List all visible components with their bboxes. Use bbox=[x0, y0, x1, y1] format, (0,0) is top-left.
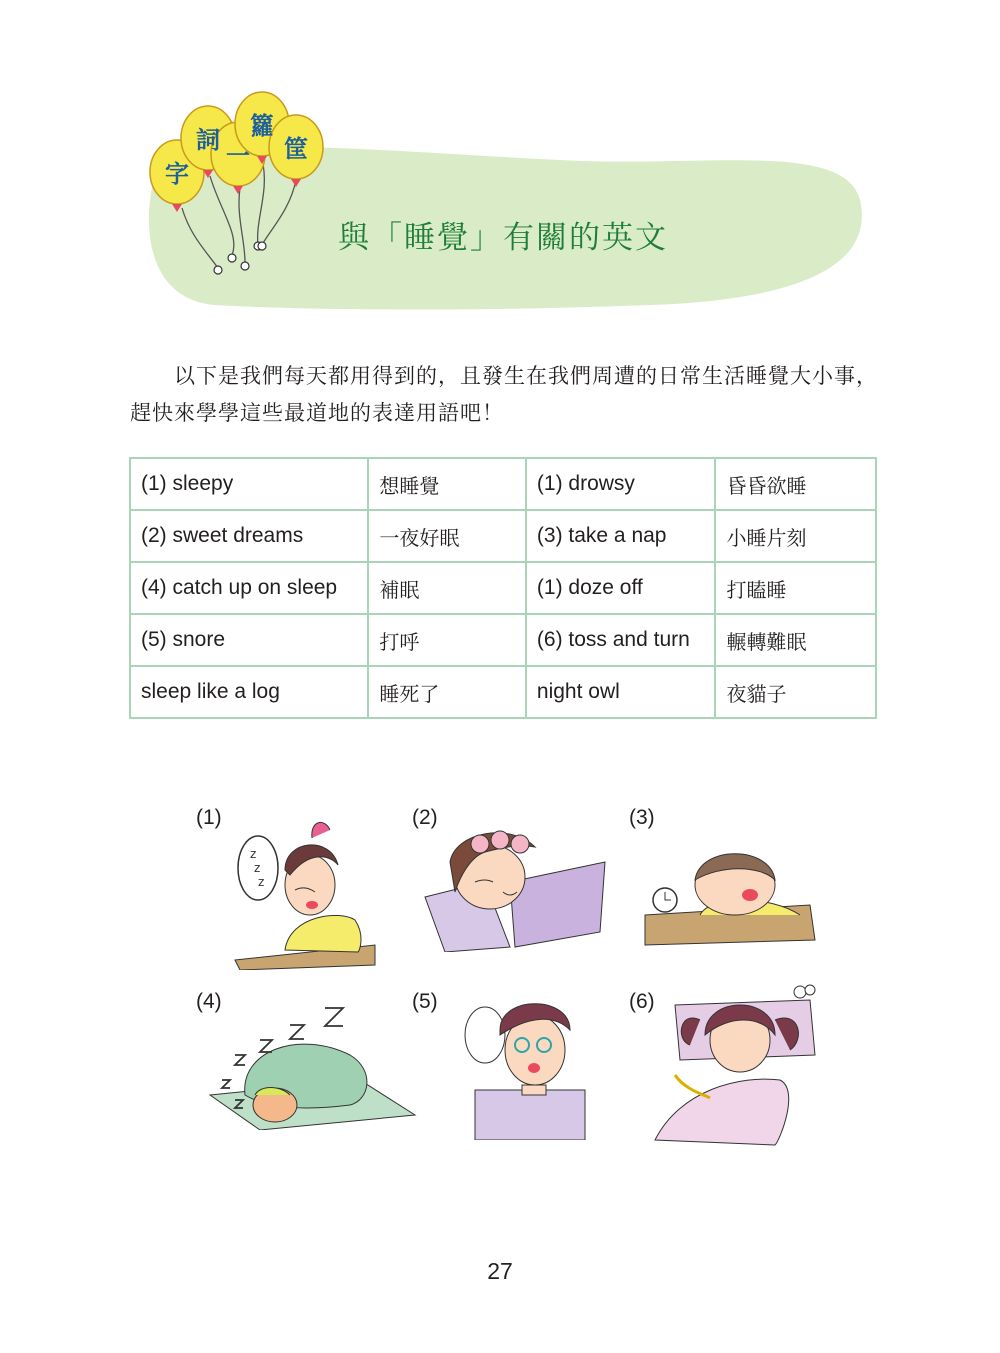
table-row bbox=[130, 458, 876, 510]
english-term: (4) catch up on sleep bbox=[130, 562, 368, 614]
balloon-char: 籮 bbox=[250, 112, 274, 140]
english-term: (6) toss and turn bbox=[526, 614, 716, 666]
english-term: (3) take a nap bbox=[526, 510, 716, 562]
chinese-meaning: 昏昏欲睡 bbox=[715, 458, 876, 510]
chinese-meaning: 打呼 bbox=[368, 614, 526, 666]
catch-up-on-sleep-illustration bbox=[200, 1000, 420, 1130]
toss-and-turn-illustration bbox=[650, 980, 825, 1150]
chinese-meaning: 想睡覺 bbox=[368, 458, 526, 510]
chinese-meaning: 睡死了 bbox=[368, 666, 526, 718]
table-row bbox=[130, 614, 876, 666]
illustration-label: (5) bbox=[412, 990, 438, 1013]
english-term: (1) doze off bbox=[526, 562, 716, 614]
balloon-char: 筐 bbox=[284, 135, 308, 163]
section-title: 與「睡覺」有關的英文 bbox=[338, 220, 668, 256]
illustration-label: (1) bbox=[196, 806, 222, 829]
illustration-label: (4) bbox=[196, 990, 222, 1013]
english-term: (2) sweet dreams bbox=[130, 510, 368, 562]
english-term: sleep like a log bbox=[130, 666, 368, 718]
chinese-meaning: 夜貓子 bbox=[715, 666, 876, 718]
chinese-meaning: 一夜好眠 bbox=[368, 510, 526, 562]
balloon-char: 一 bbox=[226, 142, 250, 170]
balloon-char: 詞 bbox=[196, 126, 220, 154]
english-term: (5) snore bbox=[130, 614, 368, 666]
take-a-nap-illustration bbox=[640, 840, 820, 950]
intro-paragraph: 以下是我們每天都用得到的，且發生在我們周遭的日常生活睡覺大小事，趕快來學學這些最道地的表達用語吧！ bbox=[130, 364, 878, 425]
table-row bbox=[130, 666, 876, 718]
zzz-letter: z bbox=[258, 875, 265, 889]
page-number: 27 bbox=[487, 1258, 513, 1284]
illustration-label: (6) bbox=[629, 990, 655, 1013]
snore-illustration bbox=[460, 990, 595, 1140]
english-term: night owl bbox=[526, 666, 716, 718]
zzz-letter: z bbox=[250, 847, 257, 861]
illustration-label: (3) bbox=[629, 806, 655, 829]
balloon-char: 字 bbox=[165, 160, 189, 188]
chinese-meaning: 打瞌睡 bbox=[715, 562, 876, 614]
chinese-meaning: 補眠 bbox=[368, 562, 526, 614]
section-banner bbox=[0, 90, 880, 320]
table-row bbox=[130, 510, 876, 562]
table-row bbox=[130, 562, 876, 614]
sleepy-girl-illustration bbox=[230, 810, 380, 970]
chinese-meaning: 小睡片刻 bbox=[715, 510, 876, 562]
sweet-dreams-illustration bbox=[415, 822, 610, 952]
english-term: (1) sleepy bbox=[130, 458, 368, 510]
chinese-meaning: 輾轉難眠 bbox=[715, 614, 876, 666]
english-term: (1) drowsy bbox=[526, 458, 716, 510]
illustration-label: (2) bbox=[412, 806, 438, 829]
zzz-letter: z bbox=[254, 861, 261, 875]
vocab-table bbox=[129, 457, 877, 719]
